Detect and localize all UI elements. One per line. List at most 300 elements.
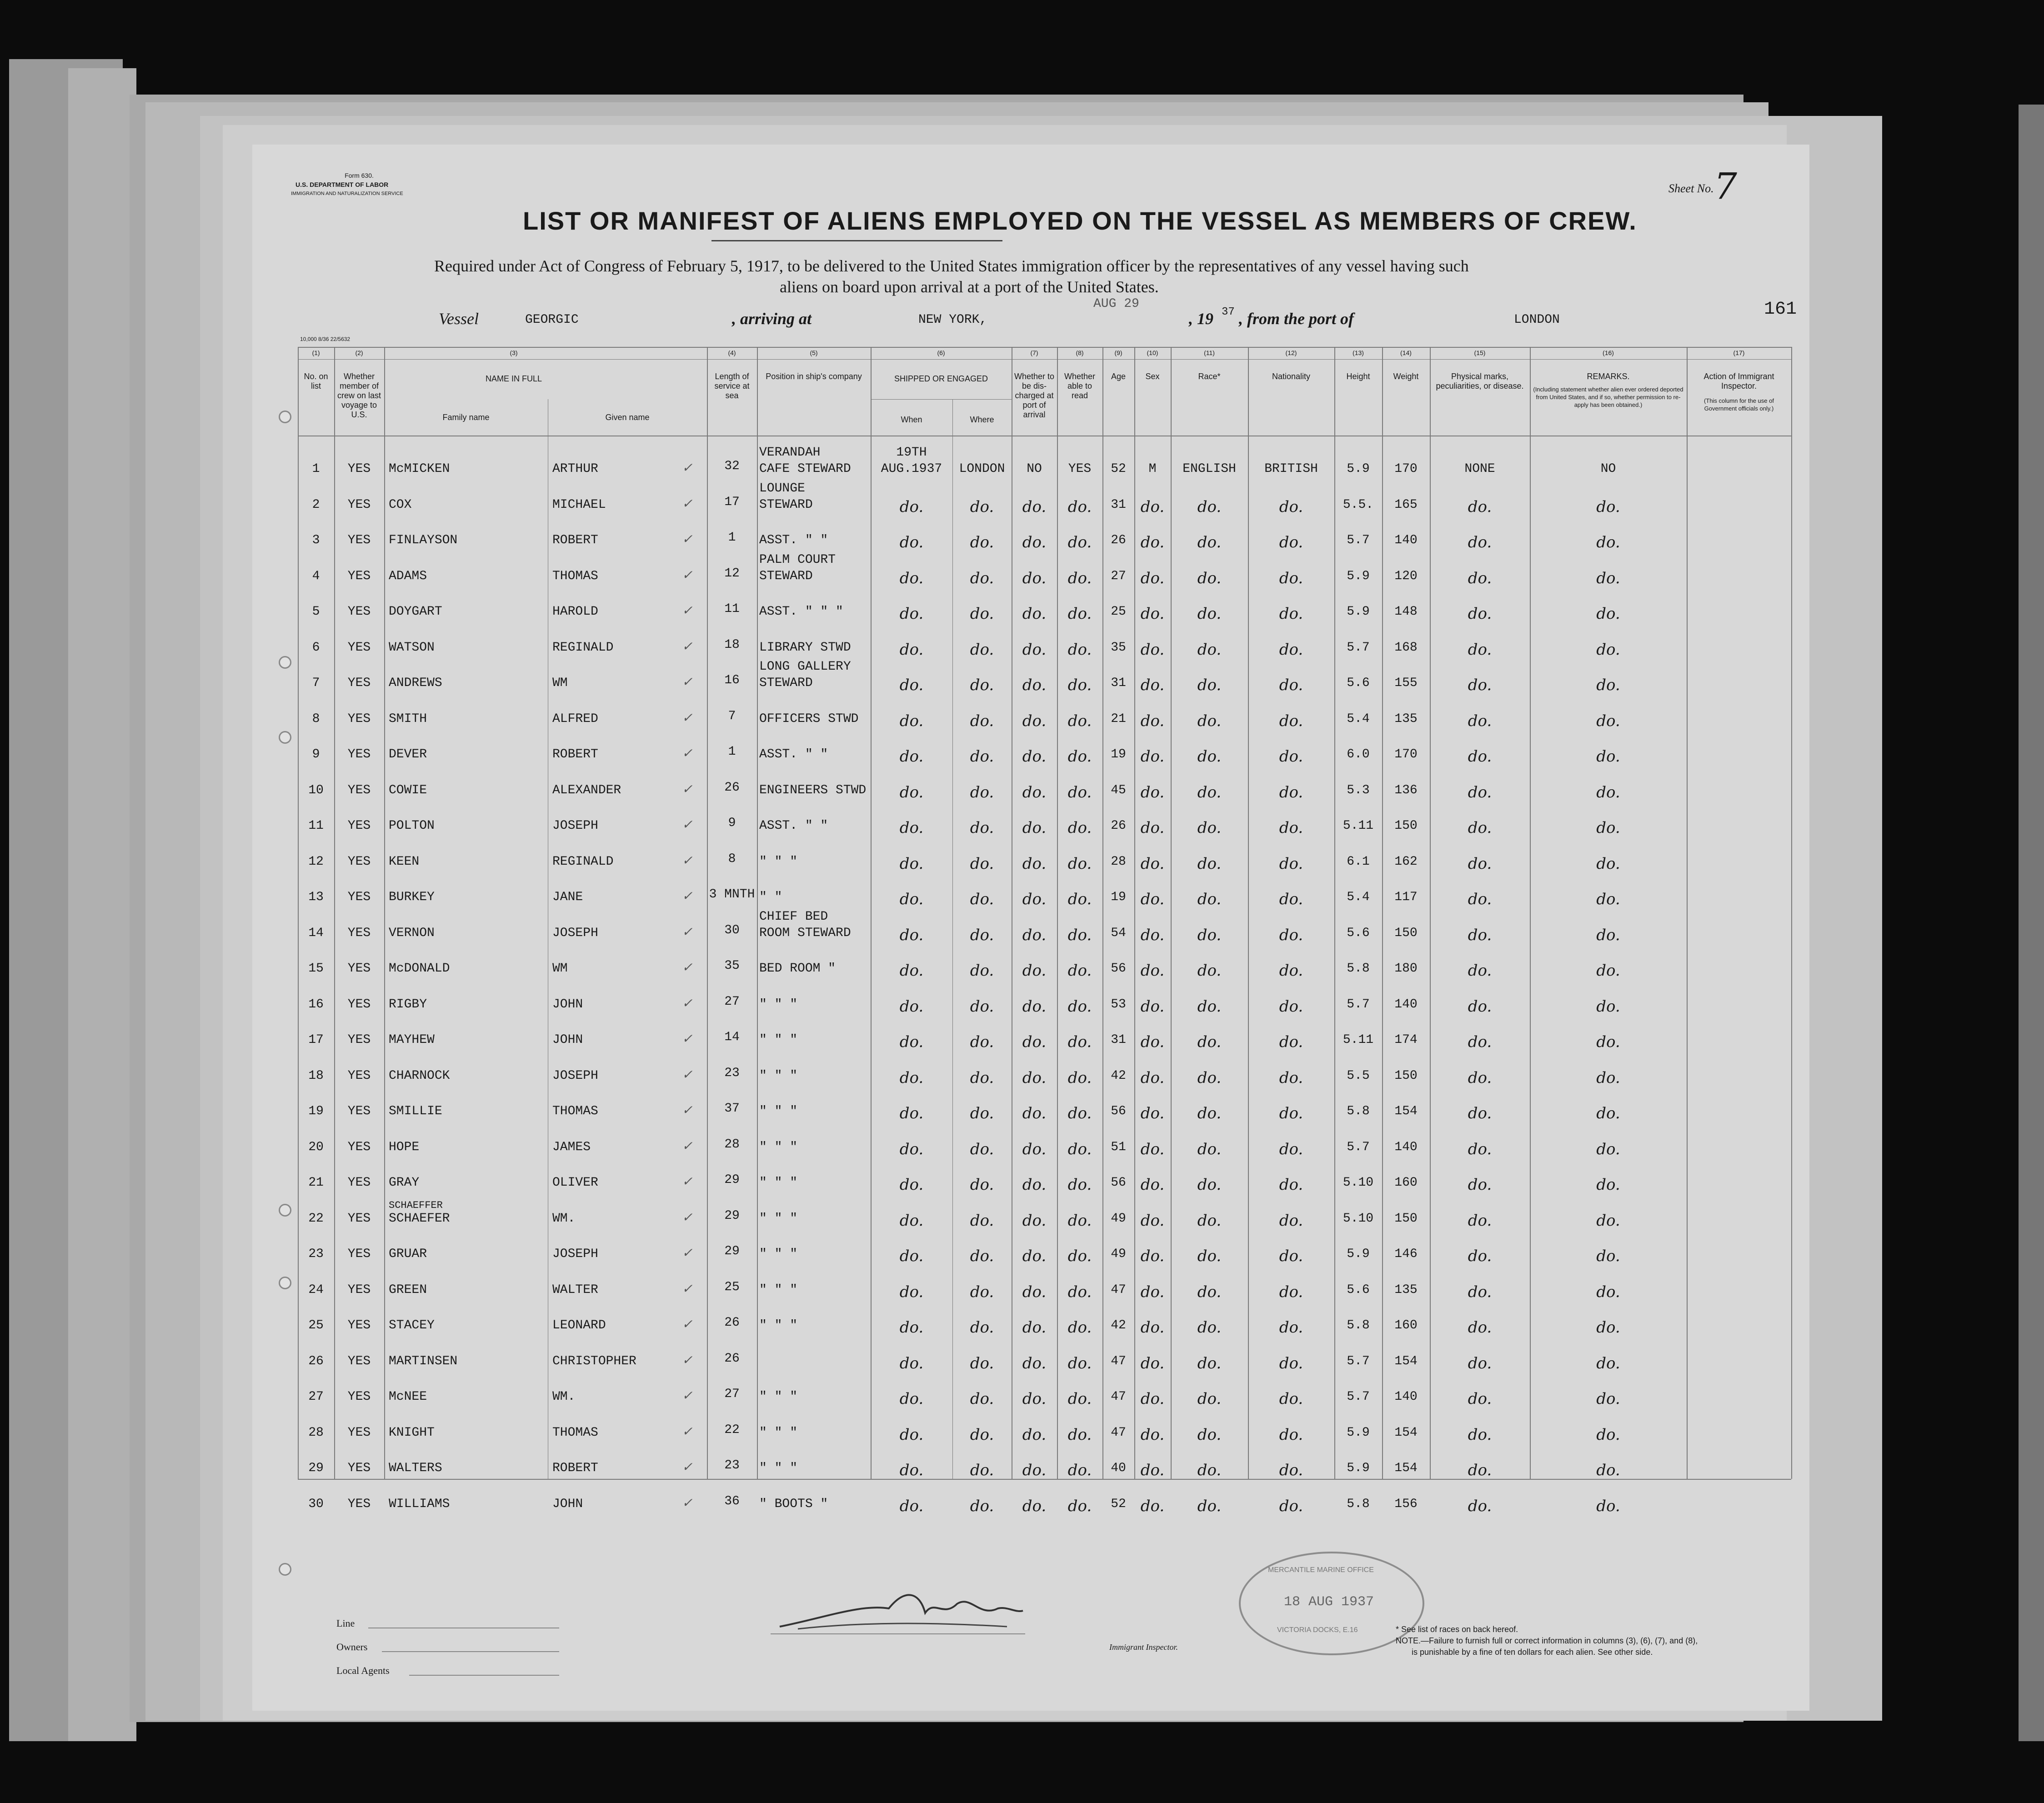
service-length-cell: 27 bbox=[724, 994, 740, 1009]
given-name-cell: CHRISTOPHER bbox=[552, 1354, 636, 1368]
remarks-cell: do. bbox=[1596, 640, 1620, 659]
remarks-cell: do. bbox=[1596, 1033, 1620, 1051]
able-to-read-cell: do. bbox=[1067, 1211, 1092, 1230]
position-cell: LIBRARY STWD bbox=[759, 640, 851, 655]
height-cell: 5.6 bbox=[1347, 676, 1370, 690]
weight-cell: 154 bbox=[1394, 1461, 1418, 1475]
given-name-cell: JANE bbox=[552, 890, 583, 904]
weight-cell: 150 bbox=[1394, 1211, 1418, 1226]
table-row bbox=[252, 1368, 1809, 1408]
discharge-cell: do. bbox=[1022, 711, 1047, 730]
remarks-cell: do. bbox=[1596, 1282, 1620, 1301]
row-number: 9 bbox=[312, 747, 320, 761]
family-name-cell: MARTINSEN bbox=[389, 1354, 458, 1368]
shipped-when-cell: do. bbox=[899, 783, 924, 801]
shipped-where-cell: do. bbox=[970, 605, 994, 623]
given-name-cell: WM. bbox=[552, 1211, 576, 1226]
given-name-cell: THOMAS bbox=[552, 569, 598, 583]
table-row bbox=[252, 1154, 1809, 1194]
race-cell: do. bbox=[1197, 533, 1222, 551]
height-cell: 5.6 bbox=[1347, 1282, 1370, 1297]
physical-marks-cell: do. bbox=[1468, 676, 1492, 694]
check-mark-icon: ✓ bbox=[682, 888, 693, 903]
nationality-cell: do. bbox=[1279, 997, 1303, 1016]
physical-marks-cell: do. bbox=[1468, 1461, 1492, 1479]
family-name-cell: RIGBY bbox=[389, 997, 427, 1012]
table-row bbox=[252, 904, 1809, 944]
family-name-cell: DOYGART bbox=[389, 605, 442, 619]
height-cell: 5.8 bbox=[1347, 1104, 1370, 1118]
service-length-cell: 14 bbox=[724, 1030, 740, 1044]
given-name-cell: JOSEPH bbox=[552, 1068, 598, 1083]
service-length-cell: 8 bbox=[728, 851, 736, 866]
shipped-where-cell: do. bbox=[970, 1425, 994, 1444]
shipped-where-cell: LONDON bbox=[959, 462, 1005, 476]
family-name-cell: CHARNOCK bbox=[389, 1068, 450, 1083]
physical-marks-cell: do. bbox=[1468, 747, 1492, 766]
shipped-where-cell: do. bbox=[970, 1282, 994, 1301]
position-cell: " " " bbox=[759, 854, 798, 869]
column-header-c7: Whether to be dis-charged at port of arrival bbox=[1014, 372, 1055, 419]
shipped-when-line-1: 19TH bbox=[896, 446, 927, 460]
age-cell: 47 bbox=[1111, 1425, 1126, 1440]
shipped-when-cell: do. bbox=[899, 605, 924, 623]
sex-cell: do. bbox=[1140, 1461, 1165, 1479]
row-number: 17 bbox=[308, 1033, 324, 1047]
able-to-read-cell: do. bbox=[1067, 1033, 1092, 1051]
shipped-when-cell: do. bbox=[899, 1033, 924, 1051]
sex-cell: do. bbox=[1140, 890, 1165, 908]
shipped-where-cell: do. bbox=[970, 747, 994, 766]
physical-marks-cell: do. bbox=[1468, 605, 1492, 623]
row-number: 28 bbox=[308, 1425, 324, 1440]
check-mark-icon: ✓ bbox=[682, 1459, 693, 1474]
race-cell: do. bbox=[1197, 997, 1222, 1016]
remarks-cell: do. bbox=[1596, 1104, 1620, 1122]
check-mark-icon: ✓ bbox=[682, 1102, 693, 1117]
table-row bbox=[252, 547, 1809, 587]
row-number: 14 bbox=[308, 926, 324, 940]
sex-cell: do. bbox=[1140, 1211, 1165, 1230]
race-cell: do. bbox=[1197, 711, 1222, 730]
position-cell: STEWARD bbox=[759, 676, 813, 690]
able-to-read-cell: do. bbox=[1067, 1104, 1092, 1122]
race-cell: do. bbox=[1197, 1176, 1222, 1194]
service-length-cell: 36 bbox=[724, 1494, 740, 1508]
sex-cell: do. bbox=[1140, 711, 1165, 730]
sex-cell: do. bbox=[1140, 1140, 1165, 1158]
last-voyage-cell: YES bbox=[347, 1247, 371, 1261]
check-mark-icon: ✓ bbox=[682, 924, 693, 939]
table-row bbox=[252, 833, 1809, 873]
discharge-cell: do. bbox=[1022, 962, 1047, 980]
weight-cell: 148 bbox=[1394, 605, 1418, 619]
row-number: 18 bbox=[308, 1068, 324, 1083]
able-to-read-cell: do. bbox=[1067, 1176, 1092, 1194]
last-voyage-cell: YES bbox=[347, 1176, 371, 1190]
family-name-cell: WALTERS bbox=[389, 1461, 442, 1475]
given-name-cell: ROBERT bbox=[552, 1461, 598, 1475]
sex-cell: do. bbox=[1140, 926, 1165, 944]
family-name-cell: McMICKEN bbox=[389, 462, 450, 476]
race-cell: do. bbox=[1197, 1211, 1222, 1230]
sex-cell: do. bbox=[1140, 605, 1165, 623]
row-number: 16 bbox=[308, 997, 324, 1012]
physical-marks-cell: do. bbox=[1468, 962, 1492, 980]
physical-marks-cell: do. bbox=[1468, 819, 1492, 837]
shipped-where-cell: do. bbox=[970, 533, 994, 551]
position-cell: " " bbox=[759, 890, 782, 904]
weight-cell: 155 bbox=[1394, 676, 1418, 690]
check-mark-icon: ✓ bbox=[682, 1317, 693, 1332]
remarks-cell: do. bbox=[1596, 533, 1620, 551]
height-cell: 5.7 bbox=[1347, 1140, 1370, 1154]
race-cell: do. bbox=[1197, 962, 1222, 980]
shipped-when-cell: do. bbox=[899, 676, 924, 694]
table-row bbox=[252, 868, 1809, 908]
shipped-where-cell: do. bbox=[970, 783, 994, 801]
service-length-cell: 25 bbox=[724, 1280, 740, 1294]
check-mark-icon: ✓ bbox=[682, 567, 693, 582]
remarks-cell: do. bbox=[1596, 1176, 1620, 1194]
last-voyage-cell: YES bbox=[347, 819, 371, 833]
check-mark-icon: ✓ bbox=[682, 710, 693, 725]
age-cell: 52 bbox=[1111, 462, 1126, 476]
height-cell: 5.9 bbox=[1347, 462, 1370, 476]
column-number: (8) bbox=[1076, 349, 1084, 356]
table-row bbox=[252, 440, 1809, 476]
position-cell: " " " bbox=[759, 1282, 798, 1297]
check-mark-icon: ✓ bbox=[682, 995, 693, 1011]
row-number: 30 bbox=[308, 1497, 324, 1511]
remarks-cell: do. bbox=[1596, 890, 1620, 908]
position-line-1: LOUNGE bbox=[759, 481, 805, 496]
last-voyage-cell: YES bbox=[347, 926, 371, 940]
family-name-cell: COWIE bbox=[389, 783, 427, 797]
column-header-c5: Position in ship's company bbox=[766, 372, 862, 381]
title-rule bbox=[711, 240, 1002, 241]
column-header-c8: Whether able to read bbox=[1064, 372, 1096, 400]
sex-cell: M bbox=[1148, 462, 1157, 476]
age-cell: 31 bbox=[1111, 676, 1126, 690]
shipped-where-cell: do. bbox=[970, 1068, 994, 1087]
able-to-read-cell: do. bbox=[1067, 854, 1092, 873]
service-length-cell: 29 bbox=[724, 1173, 740, 1187]
discharge-cell: do. bbox=[1022, 1497, 1047, 1515]
height-cell: 5.5 bbox=[1347, 1068, 1370, 1083]
owners-rule bbox=[382, 1651, 559, 1652]
shipped-when-cell: do. bbox=[899, 854, 924, 873]
discharge-cell: do. bbox=[1022, 1318, 1047, 1337]
service-length-cell: 1 bbox=[728, 531, 736, 545]
check-mark-icon: ✓ bbox=[682, 1209, 693, 1225]
discharge-cell: do. bbox=[1022, 747, 1047, 766]
stamp-date: 18 AUG 1937 bbox=[1284, 1594, 1374, 1610]
race-cell: do. bbox=[1197, 783, 1222, 801]
position-cell: ASST. " " bbox=[759, 819, 828, 833]
sex-cell: do. bbox=[1140, 1425, 1165, 1444]
sex-cell: do. bbox=[1140, 997, 1165, 1016]
weight-cell: 174 bbox=[1394, 1033, 1418, 1047]
column-header-family: Family name bbox=[442, 413, 490, 422]
row-number: 27 bbox=[308, 1390, 324, 1404]
row-number: 8 bbox=[312, 711, 320, 726]
physical-marks-cell: do. bbox=[1468, 711, 1492, 730]
family-name-cell: McDONALD bbox=[389, 962, 450, 976]
able-to-read-cell: YES bbox=[1068, 462, 1092, 476]
shipped-when-cell: do. bbox=[899, 533, 924, 551]
sheet-label: Sheet No. bbox=[1668, 182, 1714, 195]
year-label: , 19 bbox=[1189, 310, 1213, 328]
weight-cell: 150 bbox=[1394, 1068, 1418, 1083]
remarks-cell: do. bbox=[1596, 676, 1620, 694]
table-row bbox=[252, 476, 1809, 516]
row-number: 24 bbox=[308, 1282, 324, 1297]
able-to-read-cell: do. bbox=[1067, 1461, 1092, 1479]
sex-cell: do. bbox=[1140, 640, 1165, 659]
from-port: LONDON bbox=[1514, 313, 1560, 327]
sheet-number: 7 bbox=[1714, 165, 1737, 207]
nationality-cell: do. bbox=[1279, 1425, 1303, 1444]
column-header-c11: Race* bbox=[1198, 372, 1221, 381]
column-header-c4: Length of service at sea bbox=[714, 372, 750, 400]
weight-cell: 117 bbox=[1394, 890, 1418, 904]
nationality-cell: do. bbox=[1279, 605, 1303, 623]
discharge-cell: do. bbox=[1022, 890, 1047, 908]
able-to-read-cell: do. bbox=[1067, 1425, 1092, 1444]
position-cell: STEWARD bbox=[759, 569, 813, 583]
shipped-where-cell: do. bbox=[970, 1140, 994, 1158]
service-length-cell: 9 bbox=[728, 816, 736, 830]
race-cell: ENGLISH bbox=[1182, 462, 1236, 476]
able-to-read-cell: do. bbox=[1067, 1354, 1092, 1372]
position-line-1: VERANDAH bbox=[759, 446, 821, 460]
sex-cell: do. bbox=[1140, 1033, 1165, 1051]
shipped-when-cell: do. bbox=[899, 1497, 924, 1515]
column-header-where: Where bbox=[970, 415, 994, 424]
family-name-cell: FINLAYSON bbox=[389, 533, 458, 547]
last-voyage-cell: YES bbox=[347, 1318, 371, 1332]
weight-cell: 135 bbox=[1394, 711, 1418, 726]
from-port-label: , from the port of bbox=[1239, 310, 1354, 328]
discharge-cell: do. bbox=[1022, 1354, 1047, 1372]
inspector-column-note: (This column for the use of Government officials only.) bbox=[1704, 397, 1774, 412]
adjacent-page-left-edge bbox=[68, 68, 136, 1741]
given-name-cell: MICHAEL bbox=[552, 497, 606, 512]
position-cell: OFFICERS STWD bbox=[759, 711, 859, 726]
race-cell: do. bbox=[1197, 676, 1222, 694]
service-length-cell: 17 bbox=[724, 495, 740, 509]
sex-cell: do. bbox=[1140, 1104, 1165, 1122]
shipped-where-cell: do. bbox=[970, 640, 994, 659]
family-name-cell: SMILLIE bbox=[389, 1104, 442, 1118]
column-number: (12) bbox=[1285, 349, 1297, 356]
service-length-cell: 23 bbox=[724, 1066, 740, 1080]
shipped-where-cell: do. bbox=[970, 962, 994, 980]
given-name-cell: WALTER bbox=[552, 1282, 598, 1297]
given-name-cell: THOMAS bbox=[552, 1425, 598, 1440]
shipped-when-cell: do. bbox=[899, 1247, 924, 1265]
discharge-cell: do. bbox=[1022, 1425, 1047, 1444]
physical-marks-cell: do. bbox=[1468, 1390, 1492, 1408]
remarks-cell: do. bbox=[1596, 1140, 1620, 1158]
position-line-1: PALM COURT bbox=[759, 552, 836, 567]
shipped-where-cell: do. bbox=[970, 1033, 994, 1051]
weight-cell: 140 bbox=[1394, 533, 1418, 547]
given-name-cell: JAMES bbox=[552, 1140, 591, 1154]
check-mark-icon: ✓ bbox=[682, 1245, 693, 1260]
sex-cell: do. bbox=[1140, 1318, 1165, 1337]
age-cell: 45 bbox=[1111, 783, 1126, 797]
discharge-cell: do. bbox=[1022, 1211, 1047, 1230]
page-number: 161 bbox=[1764, 299, 1797, 320]
nationality-cell: do. bbox=[1279, 926, 1303, 944]
column-number: (3) bbox=[510, 349, 518, 356]
sex-cell: do. bbox=[1140, 783, 1165, 801]
physical-marks-cell: do. bbox=[1468, 533, 1492, 551]
nationality-cell: do. bbox=[1279, 1211, 1303, 1230]
check-mark-icon: ✓ bbox=[682, 817, 693, 832]
sex-cell: do. bbox=[1140, 747, 1165, 766]
row-number: 21 bbox=[308, 1176, 324, 1190]
nationality-cell: do. bbox=[1279, 1390, 1303, 1408]
nationality-cell: do. bbox=[1279, 854, 1303, 873]
races-note: * See list of races on back hereof. bbox=[1396, 1625, 1518, 1634]
sex-cell: do. bbox=[1140, 819, 1165, 837]
discharge-cell: do. bbox=[1022, 854, 1047, 873]
shipped-where-cell: do. bbox=[970, 1318, 994, 1337]
position-line-1: LONG GALLERY bbox=[759, 660, 851, 674]
sex-cell: do. bbox=[1140, 1497, 1165, 1515]
remarks-cell: do. bbox=[1596, 1354, 1620, 1372]
column-header-c9: Age bbox=[1111, 372, 1126, 381]
nationality-cell: do. bbox=[1279, 962, 1303, 980]
height-cell: 5.9 bbox=[1347, 1461, 1370, 1475]
check-mark-icon: ✓ bbox=[682, 746, 693, 761]
table-row bbox=[252, 940, 1809, 980]
shipped-when-cell: do. bbox=[899, 1282, 924, 1301]
able-to-read-cell: do. bbox=[1067, 497, 1092, 516]
shipped-where-cell: do. bbox=[970, 1104, 994, 1122]
shipped-where-cell: do. bbox=[970, 569, 994, 587]
punch-hole bbox=[279, 1277, 291, 1289]
race-cell: do. bbox=[1197, 569, 1222, 587]
last-voyage-cell: YES bbox=[347, 890, 371, 904]
able-to-read-cell: do. bbox=[1067, 747, 1092, 766]
able-to-read-cell: do. bbox=[1067, 640, 1092, 659]
nationality-cell: do. bbox=[1279, 1140, 1303, 1158]
remarks-cell: do. bbox=[1596, 1425, 1620, 1444]
position-cell: " " " bbox=[759, 1390, 798, 1404]
height-cell: 5.7 bbox=[1347, 533, 1370, 547]
owners-label: Owners bbox=[336, 1641, 368, 1653]
line-label: Line bbox=[336, 1618, 355, 1629]
given-name-cell: ROBERT bbox=[552, 533, 598, 547]
row-number: 23 bbox=[308, 1247, 324, 1261]
physical-marks-cell: do. bbox=[1468, 497, 1492, 516]
position-cell: " " " bbox=[759, 1176, 798, 1190]
age-cell: 35 bbox=[1111, 640, 1126, 655]
family-name-cell: GRAY bbox=[389, 1176, 420, 1190]
able-to-read-cell: do. bbox=[1067, 997, 1092, 1016]
inspector-signature bbox=[771, 1577, 1025, 1645]
remarks-cell: do. bbox=[1596, 783, 1620, 801]
service-length-cell: 26 bbox=[724, 780, 740, 795]
discharge-cell: do. bbox=[1022, 640, 1047, 659]
discharge-cell: do. bbox=[1022, 533, 1047, 551]
last-voyage-cell: YES bbox=[347, 747, 371, 761]
position-cell: ROOM STEWARD bbox=[759, 926, 851, 940]
arriving-port: NEW YORK, bbox=[918, 313, 987, 327]
height-cell: 5.9 bbox=[1347, 1425, 1370, 1440]
arriving-label: , arriving at bbox=[732, 310, 812, 328]
column-number: (10) bbox=[1147, 349, 1158, 356]
physical-marks-cell: do. bbox=[1468, 783, 1492, 801]
column-number: (6) bbox=[937, 349, 945, 356]
remarks-cell: do. bbox=[1596, 1211, 1620, 1230]
service-length-cell: 1 bbox=[728, 745, 736, 759]
table-row bbox=[252, 1190, 1809, 1230]
age-cell: 53 bbox=[1111, 997, 1126, 1012]
height-cell: 5.9 bbox=[1347, 1247, 1370, 1261]
last-voyage-cell: YES bbox=[347, 1461, 371, 1475]
last-voyage-cell: YES bbox=[347, 497, 371, 512]
shipped-split-rule bbox=[871, 399, 1012, 400]
column-number: (1) bbox=[312, 349, 320, 356]
nationality-cell: do. bbox=[1279, 819, 1303, 837]
column-number: (4) bbox=[728, 349, 736, 356]
discharge-cell: do. bbox=[1022, 1282, 1047, 1301]
nationality-cell: do. bbox=[1279, 640, 1303, 659]
weight-cell: 160 bbox=[1394, 1176, 1418, 1190]
race-cell: do. bbox=[1197, 1282, 1222, 1301]
given-name-cell: LEONARD bbox=[552, 1318, 606, 1332]
weight-cell: 150 bbox=[1394, 926, 1418, 940]
nationality-cell: do. bbox=[1279, 711, 1303, 730]
given-name-cell: JOSEPH bbox=[552, 1247, 598, 1261]
height-cell: 5.8 bbox=[1347, 962, 1370, 976]
shipped-where-cell: do. bbox=[970, 1176, 994, 1194]
weight-cell: 136 bbox=[1394, 783, 1418, 797]
age-cell: 25 bbox=[1111, 605, 1126, 619]
height-cell: 5.7 bbox=[1347, 1390, 1370, 1404]
shipped-where-cell: do. bbox=[970, 854, 994, 873]
height-cell: 5.9 bbox=[1347, 569, 1370, 583]
punch-hole bbox=[279, 411, 291, 423]
row-number: 6 bbox=[312, 640, 320, 655]
check-mark-icon: ✓ bbox=[682, 1138, 693, 1153]
last-voyage-cell: YES bbox=[347, 1354, 371, 1368]
discharge-cell: NO bbox=[1027, 462, 1042, 476]
column-number: (13) bbox=[1353, 349, 1364, 356]
age-cell: 52 bbox=[1111, 1497, 1126, 1511]
physical-marks-cell: do. bbox=[1468, 1176, 1492, 1194]
table-row bbox=[252, 654, 1809, 694]
shipped-when-cell: do. bbox=[899, 1140, 924, 1158]
given-name-cell: OLIVER bbox=[552, 1176, 598, 1190]
nationality-cell: do. bbox=[1279, 1318, 1303, 1337]
check-mark-icon: ✓ bbox=[682, 638, 693, 654]
age-cell: 19 bbox=[1111, 890, 1126, 904]
able-to-read-cell: do. bbox=[1067, 926, 1092, 944]
column-number-rule bbox=[298, 359, 1791, 360]
race-cell: do. bbox=[1197, 497, 1222, 516]
service-length-cell: 35 bbox=[724, 959, 740, 973]
column-header-c13: Height bbox=[1346, 372, 1370, 381]
physical-marks-cell: do. bbox=[1468, 1247, 1492, 1265]
nationality-cell: do. bbox=[1279, 533, 1303, 551]
physical-marks-cell: do. bbox=[1468, 1354, 1492, 1372]
